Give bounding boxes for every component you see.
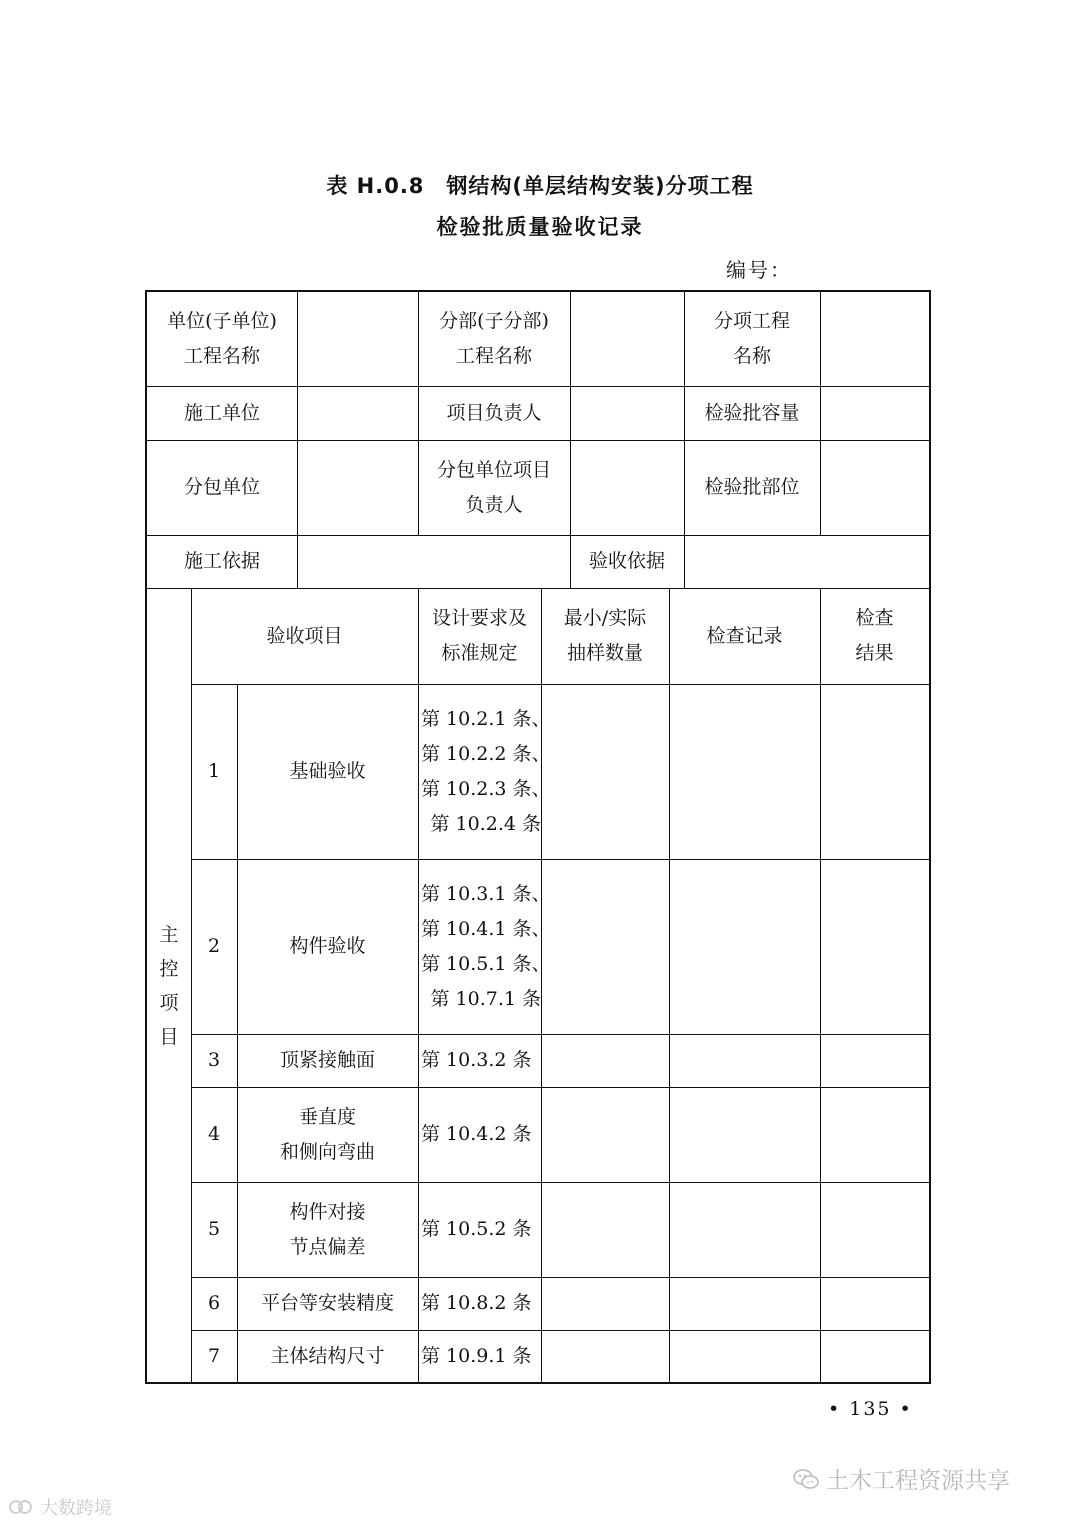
item-number: 4 — [207, 1123, 221, 1145]
subitem-name-label: 分项工程 名称 — [713, 310, 790, 367]
item-name: 顶紧接触面 — [279, 1049, 375, 1071]
item-number: 6 — [207, 1292, 221, 1314]
form-subtitle: 检验批质量验收记录 — [436, 215, 644, 239]
item-number: 2 — [207, 935, 221, 957]
acceptance-basis-label: 验收依据 — [588, 550, 665, 572]
grid-line — [820, 588, 821, 1384]
item-number: 1 — [207, 760, 221, 782]
wechat-icon — [792, 1468, 820, 1490]
item-name: 构件验收 — [289, 935, 366, 957]
item-name: 平台等安装精度 — [260, 1292, 394, 1314]
item-number: 3 — [207, 1049, 221, 1071]
construction-basis-label: 施工依据 — [183, 550, 260, 572]
subcontractor-label: 分包单位 — [183, 476, 260, 498]
item-clauses: 第 10.2.1 条、 第 10.2.2 条、 第 10.2.3 条、 第 10.2.4 条 — [421, 707, 551, 835]
contractor-label: 施工单位 — [183, 401, 260, 424]
watermark-left: 大数跨境 — [8, 1494, 112, 1520]
grid-line — [297, 292, 298, 588]
batch-location-label: 检验批部位 — [704, 476, 800, 498]
item-clauses: 第 10.5.2 条 — [421, 1218, 532, 1240]
item-clauses: 第 10.4.2 条 — [421, 1123, 532, 1145]
item-clauses: 第 10.3.2 条 — [421, 1049, 532, 1071]
item-name: 主体结构尺寸 — [270, 1344, 385, 1367]
item-number: 7 — [207, 1344, 221, 1367]
item-name: 基础验收 — [289, 760, 366, 782]
division-name-label: 分部(子分部) 工程名称 — [439, 310, 549, 367]
grid-line — [820, 292, 821, 535]
column-header-sample: 最小/实际 抽样数量 — [563, 607, 647, 664]
watermark-right: 土木工程资源共享 — [792, 1462, 1010, 1495]
serial-number-label: 编号： — [726, 258, 792, 282]
item-number: 5 — [207, 1218, 221, 1240]
brand-logo-icon — [8, 1496, 36, 1518]
acceptance-record-table — [145, 290, 931, 1384]
item-clauses: 第 10.3.1 条、 第 10.4.1 条、 第 10.5.1 条、 第 10.7.1 条 — [421, 882, 551, 1010]
main-control-items-label: 主控项目 — [159, 924, 179, 1048]
column-header-item: 验收项目 — [266, 624, 343, 647]
project-manager-label: 项目负责人 — [446, 401, 542, 424]
item-clauses: 第 10.8.2 条 — [421, 1292, 532, 1314]
column-header-design: 设计要求及 标准规定 — [431, 607, 527, 664]
page-number: • 135 • — [828, 1398, 913, 1420]
item-name: 构件对接 节点偏差 — [289, 1200, 366, 1258]
unit-project-name-label: 单位(子单位) 工程名称 — [167, 310, 277, 367]
column-header-record: 检查记录 — [706, 624, 783, 647]
batch-capacity-label: 检验批容量 — [704, 401, 800, 424]
item-name: 垂直度 和侧向弯曲 — [279, 1105, 375, 1163]
item-clauses: 第 10.9.1 条 — [421, 1344, 532, 1367]
grid-line — [669, 588, 670, 1384]
column-header-result: 检查 结果 — [855, 607, 894, 664]
form-title: 表 H.0.8 钢结构(单层结构安装)分项工程 — [326, 174, 754, 198]
sub-manager-label: 分包单位项目 负责人 — [436, 458, 551, 516]
